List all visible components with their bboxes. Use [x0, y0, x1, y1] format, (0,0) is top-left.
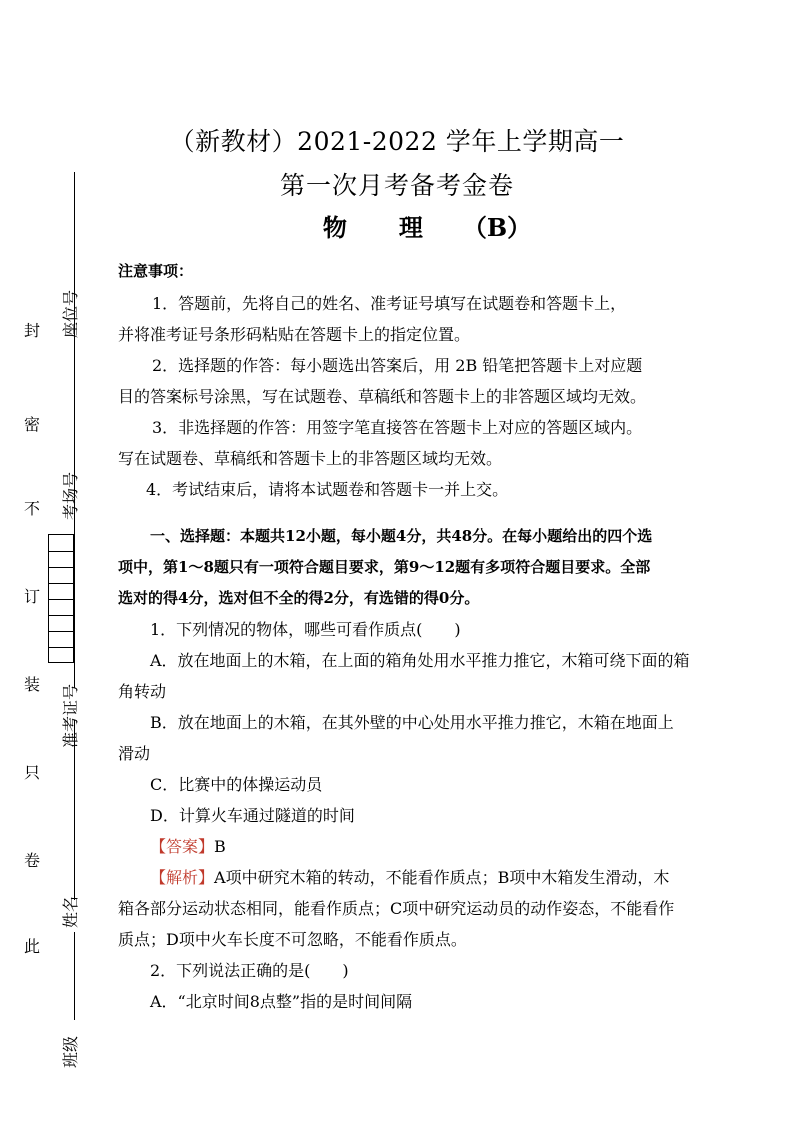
seal-char-mi: 密 — [24, 415, 41, 434]
id-digit-boxes — [48, 534, 74, 663]
binding-line-upper — [74, 172, 75, 688]
q1-stem: 1．下列情况的物体，哪些可看作质点( ) — [150, 620, 461, 639]
section1-line2: 项中，第1～8题只有一项符合题目要求，第9～12题有多项符合题目要求。全部 — [118, 558, 651, 576]
q1-answer — [150, 831, 680, 862]
subject-char1: 物 — [322, 213, 347, 242]
notice-heading: 注意事项： — [118, 262, 194, 280]
seal-char-zhuang: 装 — [24, 675, 41, 694]
q1-analysis-line2: 箱各部分运动状态相同，能看作质点；C项中研究运动员的动作姿态，不能看作 — [118, 899, 675, 918]
notice-item1-line1: 1．答题前，先将自己的姓名、准考证号填写在试题卷和答题卡上， — [152, 294, 627, 313]
q2-stem: 2．下列说法正确的是( ) — [150, 961, 349, 980]
answer-label: 【答案】 — [150, 837, 215, 856]
answer-value: B — [214, 837, 226, 856]
notice-item2-line1: 2．选择题的作答：每小题选出答案后，用 2B 铅笔把答题卡上对应题 — [152, 356, 643, 375]
seal-char-feng: 封 — [24, 321, 41, 340]
exam-title-line1: （新教材）2021-2022 学年上学期高一 — [169, 127, 625, 156]
field-admission-number: 准考证号 — [61, 683, 80, 748]
field-exam-room: 考场号 — [61, 471, 80, 520]
notice-item1-line2: 并将准考证号条形码粘贴在答题卡上的指定位置。 — [118, 325, 471, 344]
seal-char-bu: 不 — [24, 499, 41, 518]
notice-item4: 4．考试结束后，请将本试题卷和答题卡一并上交。 — [146, 480, 509, 499]
section1-line3: 选对的得4分，选对但不全的得2分，有选错的得0分。 — [118, 589, 480, 607]
analysis-text-line1: A项中研究木箱的转动，不能看作质点；B项中木箱发生滑动，木 — [214, 868, 670, 887]
q1-option-a-line2: 角转动 — [118, 682, 167, 701]
q1-analysis-line1 — [150, 862, 690, 893]
seal-char-ci: 此 — [24, 937, 41, 956]
q1-option-a-line1: A．放在地面上的木箱，在上面的箱角处用水平推力推它，木箱可绕下面的箱 — [150, 651, 690, 670]
subject-title — [0, 208, 794, 243]
seal-char-ding: 订 — [24, 587, 41, 606]
q1-option-b-line2: 滑动 — [118, 744, 151, 763]
q1-option-c: C．比赛中的体操运动员 — [150, 775, 323, 794]
q1-option-b-line1: B．放在地面上的木箱，在其外壁的中心处用水平推力推它，木箱在地面上 — [150, 713, 674, 732]
binding-line-lower — [74, 932, 75, 1020]
field-class: 班级 — [61, 1035, 80, 1068]
subject-char2: 理 — [398, 213, 423, 242]
seal-char-juan: 卷 — [24, 851, 41, 870]
notice-item3-line1: 3．非选择题的作答：用签字笔直接答在答题卡上对应的答题区域内。 — [152, 418, 643, 437]
field-name: 姓名 — [61, 895, 80, 928]
notice-item3-line2: 写在试题卷、草稿纸和答题卡上的非答题区域均无效。 — [118, 449, 503, 468]
exam-title-line2: 第一次月考备考金卷 — [279, 171, 514, 200]
field-seat-number: 座位号 — [61, 289, 80, 338]
q2-option-a: A．“北京时间8点整”指的是时间间隔 — [150, 992, 413, 1011]
subject-version: （B） — [462, 213, 532, 242]
q1-analysis-line3: 质点；D项中火车长度不可忽略，不能看作质点。 — [118, 930, 467, 949]
notice-item2-line2: 目的答案标号涂黑，写在试题卷、草稿纸和答题卡上的非答题区域均无效。 — [118, 387, 647, 406]
analysis-label: 【解析】 — [150, 868, 215, 887]
seal-char-zhi: 只 — [24, 763, 41, 782]
section1-line1: 一、选择题：本题共12小题，每小题4分，共48分。在每小题给出的四个选 — [150, 527, 653, 545]
q1-option-d: D．计算火车通过隧道的时间 — [150, 806, 355, 825]
